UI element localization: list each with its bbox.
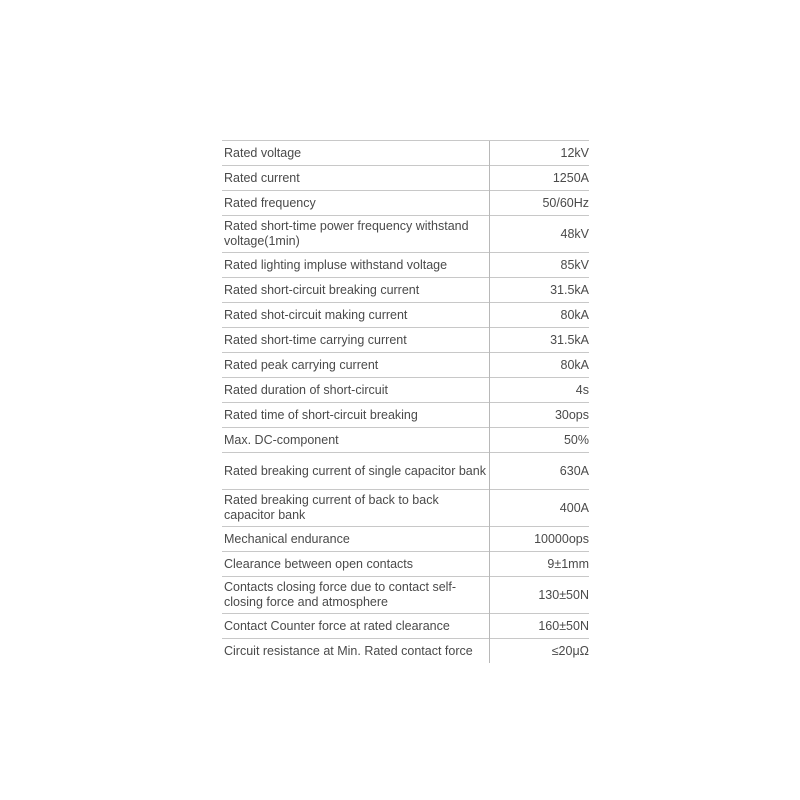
value-cell: 4s xyxy=(490,378,590,403)
parameter-cell: Rated voltage xyxy=(222,141,490,166)
table-row xyxy=(222,428,589,453)
table-row xyxy=(222,191,589,216)
table-row xyxy=(222,577,589,614)
parameter-cell: Clearance between open contacts xyxy=(222,552,490,577)
value-cell: 30ops xyxy=(490,403,590,428)
parameter-cell: Rated frequency xyxy=(222,191,490,216)
table-row xyxy=(222,166,589,191)
parameter-cell: Rated lighting impluse withstand voltage xyxy=(222,253,490,278)
value-cell: 50/60Hz xyxy=(490,191,590,216)
table-row xyxy=(222,552,589,577)
table-row xyxy=(222,403,589,428)
parameter-cell: Rated breaking current of back to back capacitor bank xyxy=(222,490,490,527)
value-cell: 31.5kA xyxy=(490,278,590,303)
table-row xyxy=(222,253,589,278)
table-row xyxy=(222,216,589,253)
table-row xyxy=(222,278,589,303)
value-cell: 130±50N xyxy=(490,577,590,614)
parameter-cell: Rated peak carrying current xyxy=(222,353,490,378)
table-row xyxy=(222,490,589,527)
value-cell: 630A xyxy=(490,453,590,490)
value-cell: 80kA xyxy=(490,353,590,378)
value-cell: 10000ops xyxy=(490,527,590,552)
parameter-cell: Rated current xyxy=(222,166,490,191)
parameter-cell: Max. DC-component xyxy=(222,428,490,453)
parameter-cell: Rated short-circuit breaking current xyxy=(222,278,490,303)
value-cell: 50% xyxy=(490,428,590,453)
parameter-cell: Rated breaking current of single capacitor bank xyxy=(222,453,490,490)
value-cell: 1250A xyxy=(490,166,590,191)
parameter-cell: Rated short-time power frequency withstand voltage(1min) xyxy=(222,216,490,253)
value-cell: 80kA xyxy=(490,303,590,328)
value-cell: 400A xyxy=(490,490,590,527)
table-row xyxy=(222,639,589,664)
table-row xyxy=(222,527,589,552)
value-cell: ≤20μΩ xyxy=(490,639,590,664)
table-row xyxy=(222,141,589,166)
parameter-cell: Mechanical endurance xyxy=(222,527,490,552)
spec-table xyxy=(222,140,589,663)
value-cell: 31.5kA xyxy=(490,328,590,353)
value-cell: 9±1mm xyxy=(490,552,590,577)
table-row xyxy=(222,353,589,378)
value-cell: 85kV xyxy=(490,253,590,278)
value-cell: 160±50N xyxy=(490,614,590,639)
parameter-cell: Rated time of short-circuit breaking xyxy=(222,403,490,428)
parameter-cell: Rated shot-circuit making current xyxy=(222,303,490,328)
parameter-cell: Contacts closing force due to contact self-closing force and atmosphere xyxy=(222,577,490,614)
table-row xyxy=(222,453,589,490)
value-cell: 12kV xyxy=(490,141,590,166)
value-cell: 48kV xyxy=(490,216,590,253)
parameter-cell: Circuit resistance at Min. Rated contact force xyxy=(222,639,490,664)
table-row xyxy=(222,303,589,328)
table-row xyxy=(222,328,589,353)
table-row xyxy=(222,614,589,639)
table-row xyxy=(222,378,589,403)
parameter-cell: Contact Counter force at rated clearance xyxy=(222,614,490,639)
parameter-cell: Rated short-time carrying current xyxy=(222,328,490,353)
parameter-cell: Rated duration of short-circuit xyxy=(222,378,490,403)
